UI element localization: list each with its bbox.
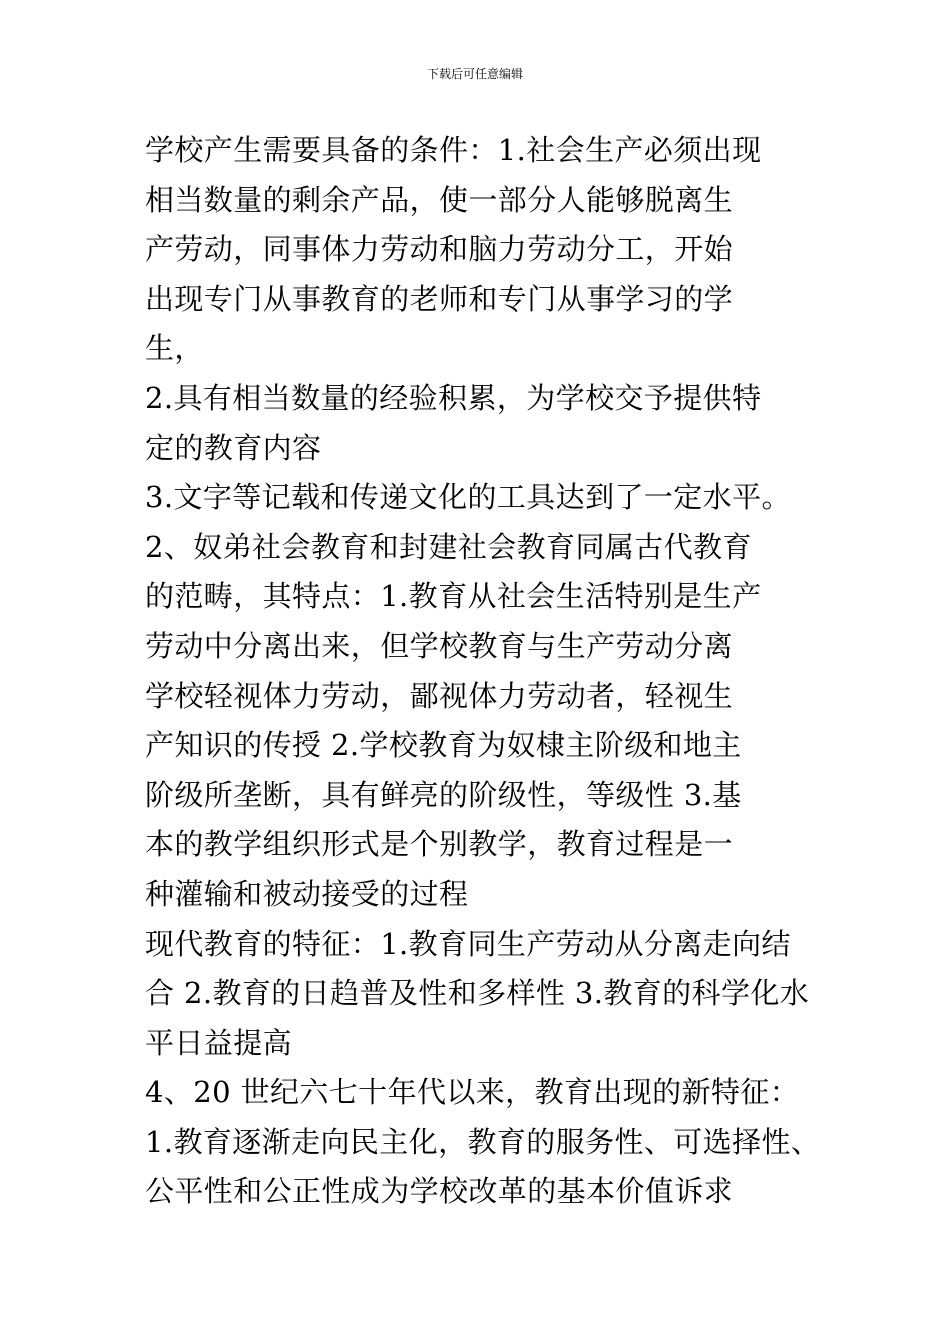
text-line: 2、奴弟社会教育和封建社会教育同属古代教育 — [145, 529, 752, 564]
text-line: 劳动中分离出来，但学校教育与生产劳动分离 — [145, 628, 734, 663]
text-line: 3.文字等记载和传递文化的工具达到了一定水平。 — [145, 480, 791, 515]
text-line: 产知识的传授 2.学校教育为奴棣主阶级和地主 — [145, 728, 742, 763]
text-line: 产劳动，同事体力劳动和脑力劳动分工，开始 — [145, 232, 734, 267]
text-line: 4、20 世纪六七十年代以来，教育出现的新特征： — [145, 1075, 800, 1110]
text-line: 定的教育内容 — [145, 430, 322, 465]
text-line: 的范畴，其特点：1.教育从社会生活特别是生产 — [145, 579, 762, 614]
body-text — [145, 126, 935, 1217]
text-line: 出现专门从事教育的老师和专门从事学习的学 — [145, 281, 734, 316]
text-line: 本的教学组织形式是个别教学，教育过程是一 — [145, 827, 734, 862]
text-line: 合 2.教育的日趋普及性和多样性 3.教育的科学化水 — [145, 976, 810, 1011]
text-line: 阶级所垄断，具有鲜亮的阶级性，等级性 3.基 — [145, 777, 742, 812]
text-line: 种灌输和被动接受的过程 — [145, 876, 469, 911]
text-line: 平日益提高 — [145, 1025, 293, 1060]
text-line: 学校轻视体力劳动，鄙视体力劳动者，轻视生 — [145, 678, 734, 713]
text-line: 公平性和公正性成为学校改革的基本价值诉求 — [145, 1174, 734, 1209]
text-line: 相当数量的剩余产品，使一部分人能够脱离生 — [145, 182, 734, 217]
text-line: 现代教育的特征：1.教育同生产劳动从分离走向结 — [145, 926, 791, 961]
text-line: 2.具有相当数量的经验积累，为学校交予提供特 — [145, 380, 762, 415]
text-line: 1.教育逐渐走向民主化，教育的服务性、可选择性、 — [145, 1124, 821, 1159]
text-line: 学校产生需要具备的条件：1.社会生产必须出现 — [145, 133, 762, 167]
text-line: 生， — [145, 331, 204, 366]
header-note: 下载后可任意编辑 — [426, 67, 523, 81]
